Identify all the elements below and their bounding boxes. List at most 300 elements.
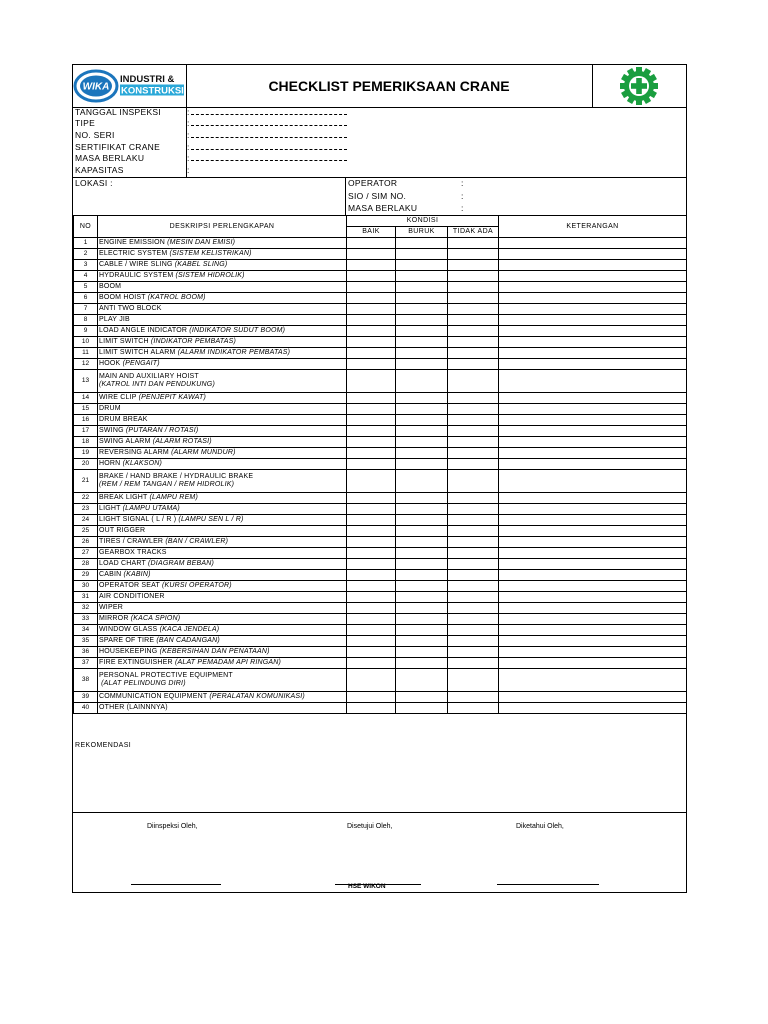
condition-tidak-ada-cell[interactable]: [448, 370, 499, 393]
item-name: LOAD CHART: [99, 560, 149, 567]
condition-baik-cell[interactable]: [347, 504, 396, 515]
condition-tidak-ada-cell[interactable]: [448, 326, 499, 337]
condition-buruk-cell[interactable]: [396, 426, 448, 437]
item-description: [98, 370, 347, 393]
condition-buruk-cell[interactable]: [396, 404, 448, 415]
condition-buruk-cell[interactable]: [396, 703, 448, 714]
table-row: [74, 647, 687, 658]
condition-tidak-ada-cell[interactable]: [448, 260, 499, 271]
keterangan-cell[interactable]: [499, 548, 687, 559]
condition-buruk-cell[interactable]: [396, 658, 448, 669]
condition-baik-cell[interactable]: [347, 370, 396, 393]
condition-tidak-ada-cell[interactable]: [448, 282, 499, 293]
logo-line1: INDUSTRI &: [120, 74, 175, 85]
keterangan-cell[interactable]: [499, 459, 687, 470]
keterangan-cell[interactable]: [499, 603, 687, 614]
item-description: [98, 315, 347, 326]
item-description: [98, 260, 347, 271]
condition-tidak-ada-cell[interactable]: [448, 636, 499, 647]
keterangan-cell[interactable]: [499, 614, 687, 625]
row-number: 34: [74, 625, 98, 636]
item-name: WIPER: [99, 604, 123, 611]
condition-buruk-cell[interactable]: [396, 238, 448, 249]
condition-tidak-ada-cell[interactable]: [448, 304, 499, 315]
condition-buruk-cell[interactable]: [396, 393, 448, 404]
masa-berlaku-label: MASA BERLAKU: [348, 203, 418, 213]
item-translation: (KEBERSIHAN DAN PENATAAN): [159, 648, 270, 655]
condition-buruk-cell[interactable]: [396, 470, 448, 493]
item-translation: (SISTEM HIDROLIK): [175, 272, 245, 279]
condition-baik-cell[interactable]: [347, 614, 396, 625]
condition-tidak-ada-cell[interactable]: [448, 669, 499, 692]
fill-line[interactable]: [191, 125, 347, 126]
checklist-table: [73, 215, 687, 714]
condition-baik-cell[interactable]: [347, 337, 396, 348]
fill-line[interactable]: [191, 114, 347, 115]
condition-tidak-ada-cell[interactable]: [448, 548, 499, 559]
condition-tidak-ada-cell[interactable]: [448, 393, 499, 404]
condition-tidak-ada-cell[interactable]: [448, 404, 499, 415]
condition-tidak-ada-cell[interactable]: [448, 692, 499, 703]
condition-tidak-ada-cell[interactable]: [448, 493, 499, 504]
condition-baik-cell[interactable]: [347, 238, 396, 249]
keterangan-cell[interactable]: [499, 393, 687, 404]
table-row: [74, 703, 687, 714]
item-name: SWING ALARM: [99, 438, 153, 445]
sio-label: SIO / SIM NO.: [348, 191, 407, 201]
item-description: [98, 437, 347, 448]
item-name: FIRE EXTINGUISHER: [99, 659, 175, 666]
condition-buruk-cell[interactable]: [396, 669, 448, 692]
condition-tidak-ada-cell[interactable]: [448, 526, 499, 537]
item-name: HOOK: [99, 360, 123, 367]
row-number: 5: [74, 282, 98, 293]
condition-tidak-ada-cell[interactable]: [448, 625, 499, 636]
item-description: [98, 293, 347, 304]
table-row: [74, 504, 687, 515]
condition-buruk-cell[interactable]: [396, 282, 448, 293]
condition-baik-cell[interactable]: [347, 625, 396, 636]
item-translation: (INDIKATOR SUDUT BOOM): [189, 327, 286, 334]
item-description: [98, 603, 347, 614]
wika-logo: [73, 65, 187, 107]
condition-buruk-cell[interactable]: [396, 592, 448, 603]
item-description: [98, 570, 347, 581]
condition-baik-cell[interactable]: [347, 282, 396, 293]
item-translation: (BAN / CRAWLER): [165, 538, 229, 545]
condition-tidak-ada-cell[interactable]: [448, 249, 499, 260]
item-description: [98, 282, 347, 293]
item-translation: (SISTEM KELISTRIKAN): [169, 250, 252, 257]
row-number: 9: [74, 326, 98, 337]
condition-buruk-cell[interactable]: [396, 326, 448, 337]
condition-tidak-ada-cell[interactable]: [448, 238, 499, 249]
condition-buruk-cell[interactable]: [396, 359, 448, 370]
condition-buruk-cell[interactable]: [396, 636, 448, 647]
condition-tidak-ada-cell[interactable]: [448, 614, 499, 625]
table-row: [74, 658, 687, 669]
item-description: [98, 393, 347, 404]
condition-baik-cell[interactable]: [347, 526, 396, 537]
table-row: [74, 470, 687, 493]
keterangan-cell[interactable]: [499, 426, 687, 437]
keterangan-cell[interactable]: [499, 592, 687, 603]
keterangan-cell[interactable]: [499, 359, 687, 370]
condition-buruk-cell[interactable]: [396, 315, 448, 326]
table-row: [74, 537, 687, 548]
condition-tidak-ada-cell[interactable]: [448, 315, 499, 326]
item-translation: (PUTARAN / ROTASI): [125, 427, 199, 434]
item-description: [98, 614, 347, 625]
condition-baik-cell[interactable]: [347, 393, 396, 404]
row-number: 40: [74, 703, 98, 714]
condition-baik-cell[interactable]: [347, 348, 396, 359]
table-row: [74, 370, 687, 393]
condition-baik-cell[interactable]: [347, 315, 396, 326]
condition-baik-cell[interactable]: [347, 470, 396, 493]
keterangan-cell[interactable]: [499, 448, 687, 459]
item-translation: (ALAT PELINDUNG DIRI): [99, 680, 186, 687]
condition-tidak-ada-cell[interactable]: [448, 504, 499, 515]
table-row: [74, 293, 687, 304]
condition-buruk-cell[interactable]: [396, 603, 448, 614]
condition-tidak-ada-cell[interactable]: [448, 415, 499, 426]
row-number: 12: [74, 359, 98, 370]
table-row: [74, 426, 687, 437]
item-description: [98, 581, 347, 592]
item-name: COMMUNICATION EQUIPMENT: [99, 693, 210, 700]
condition-baik-cell[interactable]: [347, 426, 396, 437]
item-name: PERSONAL PROTECTIVE EQUIPMENT: [99, 672, 233, 679]
item-description: [98, 359, 347, 370]
condition-baik-cell[interactable]: [347, 404, 396, 415]
keterangan-cell[interactable]: [499, 470, 687, 493]
signature-line[interactable]: [497, 884, 599, 885]
logo-line2: KONSTRUKSI: [121, 85, 184, 97]
rekomendasi-label: REKOMENDASI: [75, 742, 132, 749]
condition-tidak-ada-cell[interactable]: [448, 658, 499, 669]
row-number: 19: [74, 448, 98, 459]
row-number: 4: [74, 271, 98, 282]
item-translation: (KLAKSON): [122, 460, 163, 467]
condition-tidak-ada-cell[interactable]: [448, 271, 499, 282]
condition-baik-cell[interactable]: [347, 459, 396, 470]
table-row: [74, 304, 687, 315]
item-name: LIMIT SWITCH: [99, 338, 151, 345]
row-number: 26: [74, 537, 98, 548]
condition-baik-cell[interactable]: [347, 249, 396, 260]
recommendation-section[interactable]: [73, 741, 686, 813]
condition-baik-cell[interactable]: [347, 669, 396, 692]
signature-line[interactable]: [131, 884, 221, 885]
condition-tidak-ada-cell[interactable]: [448, 603, 499, 614]
row-number: 25: [74, 526, 98, 537]
item-name: CABIN: [99, 571, 124, 578]
condition-buruk-cell[interactable]: [396, 559, 448, 570]
condition-baik-cell[interactable]: [347, 515, 396, 526]
condition-baik-cell[interactable]: [347, 592, 396, 603]
condition-tidak-ada-cell[interactable]: [448, 348, 499, 359]
fill-line[interactable]: [191, 160, 347, 161]
row-number: 32: [74, 603, 98, 614]
keterangan-cell[interactable]: [499, 370, 687, 393]
keterangan-cell[interactable]: [499, 404, 687, 415]
col-header-desc: DESKRIPSI PERLENGKAPAN: [98, 216, 347, 238]
row-number: 38: [74, 669, 98, 692]
condition-baik-cell[interactable]: [347, 559, 396, 570]
keterangan-cell[interactable]: [499, 636, 687, 647]
condition-tidak-ada-cell[interactable]: [448, 592, 499, 603]
condition-baik-cell[interactable]: [347, 271, 396, 282]
item-name: HYDRAULIC SYSTEM: [99, 272, 176, 279]
item-translation: (BAN CADANGAN): [156, 637, 220, 644]
condition-baik-cell[interactable]: [347, 493, 396, 504]
fill-line[interactable]: [191, 137, 347, 138]
keterangan-cell[interactable]: [499, 271, 687, 282]
item-name: HOUSEKEEPING: [99, 648, 160, 655]
condition-tidak-ada-cell[interactable]: [448, 293, 499, 304]
table-row: [74, 359, 687, 370]
table-row: [74, 592, 687, 603]
condition-tidak-ada-cell[interactable]: [448, 426, 499, 437]
condition-buruk-cell[interactable]: [396, 293, 448, 304]
item-name: HORN: [99, 460, 123, 467]
item-translation: (KATROL INTI DAN PENDUKUNG): [99, 381, 215, 388]
condition-tidak-ada-cell[interactable]: [448, 703, 499, 714]
condition-buruk-cell[interactable]: [396, 570, 448, 581]
keterangan-cell[interactable]: [499, 669, 687, 692]
condition-baik-cell[interactable]: [347, 692, 396, 703]
item-translation: (ALARM ROTASI): [152, 438, 212, 445]
table-row: [74, 570, 687, 581]
condition-tidak-ada-cell[interactable]: [448, 537, 499, 548]
keterangan-cell[interactable]: [499, 348, 687, 359]
item-name: BOOM: [99, 283, 122, 290]
condition-buruk-cell[interactable]: [396, 437, 448, 448]
keterangan-cell[interactable]: [499, 625, 687, 636]
condition-baik-cell[interactable]: [347, 448, 396, 459]
condition-baik-cell[interactable]: [347, 658, 396, 669]
condition-baik-cell[interactable]: [347, 548, 396, 559]
item-description: [98, 625, 347, 636]
item-description: [98, 548, 347, 559]
item-translation: (PENJEPIT KAWAT): [138, 394, 206, 401]
condition-baik-cell[interactable]: [347, 326, 396, 337]
k3-safety-icon: [592, 65, 686, 107]
item-description: [98, 326, 347, 337]
condition-baik-cell[interactable]: [347, 647, 396, 658]
item-description: [98, 692, 347, 703]
condition-buruk-cell[interactable]: [396, 249, 448, 260]
condition-tidak-ada-cell[interactable]: [448, 470, 499, 493]
condition-buruk-cell[interactable]: [396, 647, 448, 658]
table-row: [74, 282, 687, 293]
row-number: 21: [74, 470, 98, 493]
keterangan-cell[interactable]: [499, 415, 687, 426]
item-description: [98, 348, 347, 359]
item-translation: (KATROL BOOM): [147, 294, 206, 301]
item-description: [98, 448, 347, 459]
table-row: [74, 515, 687, 526]
condition-tidak-ada-cell[interactable]: [448, 359, 499, 370]
keterangan-cell[interactable]: [499, 238, 687, 249]
table-row: [74, 337, 687, 348]
condition-tidak-ada-cell[interactable]: [448, 448, 499, 459]
keterangan-cell[interactable]: [499, 437, 687, 448]
item-name: LIGHT: [99, 505, 123, 512]
condition-buruk-cell[interactable]: [396, 692, 448, 703]
field-label: TANGGAL INSPEKSI: [75, 107, 162, 117]
condition-baik-cell[interactable]: [347, 603, 396, 614]
condition-baik-cell[interactable]: [347, 437, 396, 448]
condition-tidak-ada-cell[interactable]: [448, 581, 499, 592]
checklist-sheet: [72, 64, 687, 893]
table-row: [74, 315, 687, 326]
condition-tidak-ada-cell[interactable]: [448, 570, 499, 581]
condition-baik-cell[interactable]: [347, 415, 396, 426]
condition-baik-cell[interactable]: [347, 260, 396, 271]
condition-buruk-cell[interactable]: [396, 415, 448, 426]
condition-tidak-ada-cell[interactable]: [448, 437, 499, 448]
condition-baik-cell[interactable]: [347, 537, 396, 548]
keterangan-cell[interactable]: [499, 293, 687, 304]
keterangan-cell[interactable]: [499, 249, 687, 260]
keterangan-cell[interactable]: [499, 658, 687, 669]
keterangan-cell[interactable]: [499, 337, 687, 348]
condition-buruk-cell[interactable]: [396, 537, 448, 548]
table-row: [74, 437, 687, 448]
logo-wika-text: WIKA: [82, 81, 110, 93]
condition-buruk-cell[interactable]: [396, 459, 448, 470]
condition-baik-cell[interactable]: [347, 703, 396, 714]
condition-baik-cell[interactable]: [347, 581, 396, 592]
field-label: MASA BERLAKU: [75, 153, 145, 163]
item-description: [98, 337, 347, 348]
keterangan-cell[interactable]: [499, 493, 687, 504]
condition-buruk-cell[interactable]: [396, 493, 448, 504]
item-translation: (MESIN DAN EMISI): [167, 239, 236, 246]
item-description: [98, 470, 347, 493]
condition-buruk-cell[interactable]: [396, 370, 448, 393]
row-number: 1: [74, 238, 98, 249]
keterangan-cell[interactable]: [499, 504, 687, 515]
row-number: 22: [74, 493, 98, 504]
field-colon: :: [187, 165, 190, 175]
item-translation: (KACA JENDELA): [159, 626, 220, 633]
condition-buruk-cell[interactable]: [396, 515, 448, 526]
row-number: 33: [74, 614, 98, 625]
keterangan-cell[interactable]: [499, 537, 687, 548]
item-name: TIRES / CRAWLER: [99, 538, 166, 545]
item-name: ENGINE EMISSION: [99, 239, 168, 246]
condition-baik-cell[interactable]: [347, 359, 396, 370]
condition-tidak-ada-cell[interactable]: [448, 515, 499, 526]
keterangan-cell[interactable]: [499, 703, 687, 714]
item-translation: (LAMPU SEN L / R): [178, 516, 244, 523]
signature-section: [73, 812, 686, 892]
item-translation: (KABIN): [123, 571, 151, 578]
condition-buruk-cell[interactable]: [396, 348, 448, 359]
condition-buruk-cell[interactable]: [396, 304, 448, 315]
row-number: 35: [74, 636, 98, 647]
condition-baik-cell[interactable]: [347, 293, 396, 304]
item-name: PLAY JIB: [99, 316, 130, 323]
keterangan-cell[interactable]: [499, 581, 687, 592]
condition-baik-cell[interactable]: [347, 636, 396, 647]
table-row: [74, 636, 687, 647]
row-number: 13: [74, 370, 98, 393]
condition-buruk-cell[interactable]: [396, 337, 448, 348]
keterangan-cell[interactable]: [499, 647, 687, 658]
condition-tidak-ada-cell[interactable]: [448, 647, 499, 658]
item-description: [98, 426, 347, 437]
item-name: SPARE OF TIRE: [99, 637, 157, 644]
condition-buruk-cell[interactable]: [396, 448, 448, 459]
fill-line[interactable]: [191, 149, 347, 150]
keterangan-cell[interactable]: [499, 692, 687, 703]
item-description: [98, 515, 347, 526]
page-title: CHECKLIST PEMERIKSAAN CRANE: [186, 65, 593, 107]
condition-tidak-ada-cell[interactable]: [448, 459, 499, 470]
row-number: 6: [74, 293, 98, 304]
row-number: 29: [74, 570, 98, 581]
condition-buruk-cell[interactable]: [396, 504, 448, 515]
keterangan-cell[interactable]: [499, 526, 687, 537]
field-label: SERTIFIKAT CRANE: [75, 142, 161, 152]
keterangan-cell[interactable]: [499, 326, 687, 337]
keterangan-cell[interactable]: [499, 515, 687, 526]
condition-tidak-ada-cell[interactable]: [448, 337, 499, 348]
item-name: BREAK LIGHT: [99, 494, 150, 501]
item-name: BRAKE / HAND BRAKE / HYDRAULIC BRAKE: [99, 473, 254, 480]
keterangan-cell[interactable]: [499, 304, 687, 315]
divider: [186, 107, 187, 177]
condition-tidak-ada-cell[interactable]: [448, 559, 499, 570]
row-number: 10: [74, 337, 98, 348]
divider: [345, 177, 346, 215]
keterangan-cell[interactable]: [499, 559, 687, 570]
item-name: OTHER (LAINNNYA): [99, 704, 168, 711]
condition-buruk-cell[interactable]: [396, 271, 448, 282]
item-description: [98, 537, 347, 548]
item-name: MIRROR: [99, 615, 131, 622]
table-row: [74, 448, 687, 459]
condition-baik-cell[interactable]: [347, 304, 396, 315]
item-description: [98, 669, 347, 692]
table-row: [74, 559, 687, 570]
condition-buruk-cell[interactable]: [396, 526, 448, 537]
location-section: [73, 177, 686, 216]
item-name: ANTI TWO BLOCK: [99, 305, 162, 312]
keterangan-cell[interactable]: [499, 315, 687, 326]
condition-baik-cell[interactable]: [347, 570, 396, 581]
item-description: [98, 504, 347, 515]
keterangan-cell[interactable]: [499, 282, 687, 293]
condition-buruk-cell[interactable]: [396, 625, 448, 636]
condition-buruk-cell[interactable]: [396, 548, 448, 559]
keterangan-cell[interactable]: [499, 260, 687, 271]
table-row: [74, 625, 687, 636]
table-row: [74, 581, 687, 592]
condition-buruk-cell[interactable]: [396, 260, 448, 271]
wika-logo-graphic: [73, 65, 186, 107]
item-translation: (PERALATAN KOMUNIKASI): [209, 693, 305, 700]
item-description: [98, 249, 347, 260]
condition-buruk-cell[interactable]: [396, 614, 448, 625]
condition-buruk-cell[interactable]: [396, 581, 448, 592]
keterangan-cell[interactable]: [499, 570, 687, 581]
item-description: [98, 636, 347, 647]
